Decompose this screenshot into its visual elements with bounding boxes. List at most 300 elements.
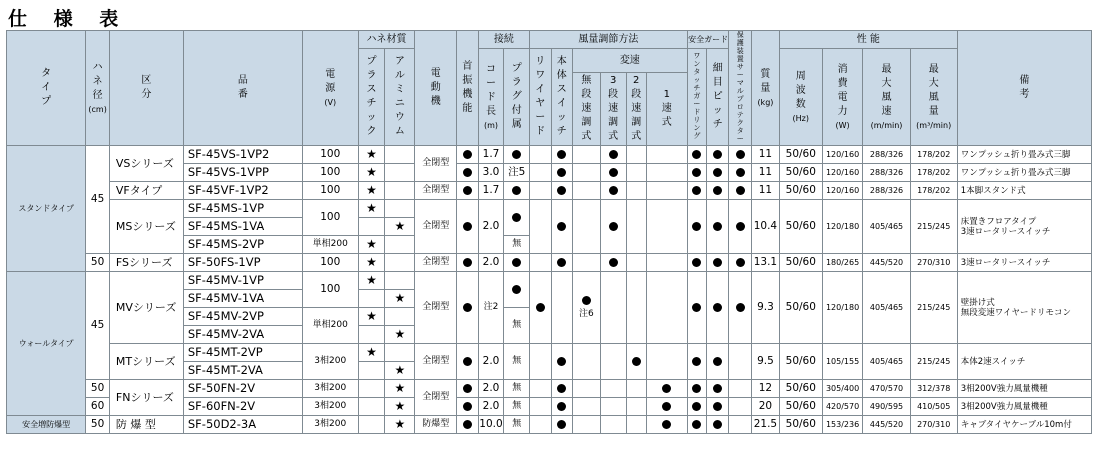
header-plastic: プラスチック [358,49,385,146]
dot-marker [713,258,722,267]
dot-marker [736,168,745,177]
freq-cell: 50/60 [779,182,822,200]
cord-cell: 2.0 [478,200,504,254]
pitch-cell [706,164,729,182]
header-remarks: 備考 [957,31,1091,146]
dot-marker [512,213,521,222]
two-speed-cell [626,164,646,182]
dot-marker [736,303,745,312]
series-cell: FSシリーズ [109,254,183,272]
cord-cell: 3.0 [478,164,504,182]
three-speed-cell [600,254,626,272]
watt-cell: 120/180 [822,272,863,344]
mass-cell: 13.1 [751,254,779,272]
group-explosion: 安全増防爆型 [7,416,86,434]
freq-cell: 50/60 [779,146,822,164]
speed-cell: 288/326 [863,182,910,200]
header-type: タイプ [7,31,86,146]
swing-cell [457,200,478,254]
two-speed-cell [626,272,646,344]
dot-marker [557,384,566,393]
protector-cell [729,164,752,182]
plug-cell: 無 [504,380,530,398]
dot-marker [512,285,521,294]
dot-marker [713,186,722,195]
star-marker: ★ [394,416,406,431]
mass-cell: 9.5 [751,344,779,380]
note-cell: 壁掛け式 無段変速ワイヤードリモコン [957,272,1091,344]
spec-table [6,30,1092,434]
dot-marker [463,150,472,159]
remote-cell [530,146,551,164]
mass-cell: 11 [751,164,779,182]
aluminum-cell [385,200,415,218]
two-speed-cell [626,182,646,200]
plastic-cell [358,146,385,164]
cord-cell: 10.0 [478,416,504,434]
size-cell: 45 [86,146,110,254]
dot-marker [713,303,722,312]
mass-cell: 11 [751,182,779,200]
power-cell: 3相200 [302,344,358,380]
series-cell: MVシリーズ [109,272,183,344]
switch-cell [551,398,572,416]
plastic-cell [358,416,385,434]
model-cell: SF-50FS-1VP [183,254,302,272]
motor-cell: 全閉型 [415,272,457,344]
one-speed-cell [646,344,687,380]
note-cell: 3速ロータリースイッチ [957,254,1091,272]
dot-marker [736,258,745,267]
remote-cell [530,398,551,416]
model-cell: SF-45MT-2VP [183,344,302,362]
model-cell: SF-45MT-2VA [183,362,302,380]
aluminum-cell [385,164,415,182]
guard-cell [687,398,706,416]
plastic-cell [358,236,385,254]
star-marker: ★ [394,380,406,395]
freq-cell: 50/60 [779,200,822,254]
guard-cell [687,182,706,200]
model-cell: SF-45MS-1VP [183,200,302,218]
dot-marker [463,186,472,195]
model-cell: SF-50FN-2V [183,380,302,398]
freq-cell: 50/60 [779,272,822,344]
guard-cell [687,200,706,254]
two-speed-cell [626,200,646,254]
speed-cell: 490/595 [863,398,910,416]
size-cell: 45 [86,272,110,380]
dot-marker [512,150,521,159]
freq-cell: 50/60 [779,416,822,434]
pitch-cell [706,146,729,164]
star-marker: ★ [394,290,406,305]
note-cell: 3相200V強力風量機種 [957,380,1091,398]
volume-cell: 270/310 [910,416,957,434]
switch-cell [551,146,572,164]
aluminum-cell [385,182,415,200]
dot-marker [662,420,671,429]
cord-cell: 2.0 [478,398,504,416]
plastic-cell [358,218,385,236]
header-variable: 変速 [572,49,687,73]
swing-cell [457,344,478,380]
motor-cell: 全閉型 [415,380,457,416]
stepless-cell [572,200,600,254]
series-cell: VFタイプ [109,182,183,200]
two-speed-cell [626,398,646,416]
remote-cell [530,416,551,434]
watt-cell: 153/236 [822,416,863,434]
aluminum-cell [385,218,415,236]
three-speed-cell [600,398,626,416]
power-cell: 3相200 [302,416,358,434]
remote-cell [530,164,551,182]
model-cell: SF-60FN-2V [183,398,302,416]
aluminum-cell [385,236,415,254]
dot-marker [557,420,566,429]
header-one-speed: 1速式 [646,73,687,146]
plug-cell: 注5 [504,164,530,182]
switch-cell [551,380,572,398]
power-cell: 100 [302,200,358,236]
header-safety-guard: 安全ガード [687,31,729,49]
header-blade-dia: ハネ径 (cm) [86,31,110,146]
dot-marker [463,222,472,231]
three-speed-cell [600,380,626,398]
header-fine-pitch: 細目ピッチ [706,49,729,146]
header-aluminum: アルミニウム [385,49,415,146]
plastic-cell [358,200,385,218]
motor-cell: 全閉型 [415,182,457,200]
aluminum-cell [385,308,415,326]
note-cell: 1本脚スタンド式 [957,182,1091,200]
header-stepless: 無段速調式 [572,73,600,146]
mass-cell: 12 [751,380,779,398]
protector-cell [729,344,752,380]
header-category: 区分 [109,31,183,146]
note-cell: ワンプッシュ折り畳み式三脚 [957,146,1091,164]
note-cell: ワンプッシュ折り畳み式三脚 [957,164,1091,182]
freq-cell: 50/60 [779,398,822,416]
stepless-cell [572,254,600,272]
cord-cell: 2.0 [478,254,504,272]
two-speed-cell [626,416,646,434]
volume-cell: 178/202 [910,164,957,182]
three-speed-cell [600,182,626,200]
star-marker: ★ [394,362,406,377]
power-cell: 100 [302,182,358,200]
aluminum-cell [385,290,415,308]
motor-cell: 防爆型 [415,416,457,434]
cord-cell: 1.7 [478,146,504,164]
aluminum-cell [385,416,415,434]
pitch-cell [706,398,729,416]
three-speed-cell [600,200,626,254]
note-cell: 床置きフロアタイプ 3速ロータリースイッチ [957,200,1091,254]
group-wall: ウォールタイプ [7,272,86,416]
remote-cell [530,200,551,254]
mass-cell: 20 [751,398,779,416]
pitch-cell [706,344,729,380]
note-cell: 3相200V強力風量機種 [957,398,1091,416]
header-swing: 首振機能 [457,31,478,146]
watt-cell: 180/265 [822,254,863,272]
series-cell: 防 爆 型 [109,416,183,434]
header-consumption: 消費電力 (W) [822,49,863,146]
swing-cell [457,398,478,416]
protector-cell [729,398,752,416]
dot-marker [512,186,521,195]
plastic-cell [358,380,385,398]
mass-cell: 11 [751,146,779,164]
guard-cell [687,344,706,380]
power-cell: 100 [302,164,358,182]
protector-cell [729,182,752,200]
header-mass: 質量 (kg) [751,31,779,146]
header-max-speed: 最大風速 (m/min) [863,49,910,146]
plug-cell: 無 [504,344,530,380]
dot-marker [692,150,701,159]
dot-marker [692,186,701,195]
volume-cell: 178/202 [910,146,957,164]
pitch-cell [706,200,729,254]
pitch-cell [706,182,729,200]
plastic-cell [358,398,385,416]
dot-marker [463,420,472,429]
watt-cell: 120/160 [822,146,863,164]
volume-cell: 215/245 [910,344,957,380]
dot-marker [463,303,472,312]
plug-cell: 無 [504,398,530,416]
dot-marker [463,258,472,267]
two-speed-cell [626,344,646,380]
protector-cell [729,254,752,272]
model-cell: SF-45MV-2VP [183,308,302,326]
star-marker: ★ [394,326,406,341]
plug-cell [504,272,530,308]
pitch-cell [706,254,729,272]
speed-cell: 470/570 [863,380,910,398]
switch-cell [551,344,572,380]
swing-cell [457,272,478,344]
protector-cell [729,380,752,398]
dot-marker [692,258,701,267]
remote-cell [530,182,551,200]
dot-marker [692,168,701,177]
dot-marker [692,402,701,411]
watt-cell: 305/400 [822,380,863,398]
watt-cell: 105/155 [822,344,863,380]
dot-marker [692,420,701,429]
dot-marker [557,186,566,195]
volume-cell: 215/245 [910,272,957,344]
cord-cell: 注2 [478,272,504,344]
guard-cell [687,272,706,344]
speed-cell: 445/520 [863,416,910,434]
star-marker: ★ [366,236,377,251]
one-speed-cell [646,164,687,182]
dot-marker [557,168,566,177]
three-speed-cell [600,164,626,182]
dot-marker [557,222,566,231]
power-cell: 3相200 [302,380,358,398]
plug-cell [504,254,530,272]
volume-cell: 312/378 [910,380,957,398]
two-speed-cell [626,380,646,398]
dot-marker [609,258,618,267]
dot-marker [512,258,521,267]
size-cell: 50 [86,380,110,398]
star-marker: ★ [366,344,377,359]
watt-cell: 420/570 [822,398,863,416]
plastic-cell [358,182,385,200]
stepless-cell [572,164,600,182]
plug-cell: 無 [504,308,530,344]
plug-cell [504,146,530,164]
aluminum-cell [385,254,415,272]
header-airflow-method: 風量調節方法 [530,31,688,49]
stepless-cell [572,182,600,200]
power-cell: 100 [302,146,358,164]
model-cell: SF-45MS-2VP [183,236,302,254]
stepless-cell [572,146,600,164]
volume-cell: 178/202 [910,182,957,200]
dot-marker [536,303,545,312]
switch-cell [551,416,572,434]
dot-marker [582,296,591,305]
aluminum-cell [385,146,415,164]
header-body-switch: 本体スイッチ [551,49,572,146]
plastic-cell [358,344,385,362]
header-motor: 電動機 [415,31,457,146]
protector-cell [729,146,752,164]
speed-cell: 405/465 [863,200,910,254]
dot-marker [609,168,618,177]
plastic-cell [358,290,385,308]
pitch-cell [706,380,729,398]
switch-cell [551,254,572,272]
plug-cell [504,200,530,236]
header-plug: プラグ付属 [504,49,530,146]
plastic-cell [358,164,385,182]
header-protector: 保護装置サーマルプロテクター [729,31,752,146]
freq-cell: 50/60 [779,254,822,272]
dot-marker [713,222,722,231]
switch-cell [551,200,572,254]
motor-cell: 全閉型 [415,146,457,182]
dot-marker [609,186,618,195]
star-marker: ★ [394,218,406,233]
power-cell: 3相200 [302,398,358,416]
star-marker: ★ [366,146,377,161]
guard-cell [687,146,706,164]
dot-marker [609,222,618,231]
plastic-cell [358,326,385,344]
three-speed-cell [600,146,626,164]
mass-cell: 21.5 [751,416,779,434]
header-blade-material: ハネ材質 [358,31,415,49]
model-cell: SF-45MS-1VA [183,218,302,236]
model-cell: SF-50D2-3A [183,416,302,434]
star-marker: ★ [366,254,377,269]
one-speed-cell [646,182,687,200]
plastic-cell [358,272,385,290]
star-marker: ★ [366,200,377,215]
watt-cell: 120/160 [822,164,863,182]
dot-marker [557,402,566,411]
freq-cell: 50/60 [779,380,822,398]
series-cell: VSシリーズ [109,146,183,182]
model-cell: SF-45MV-1VA [183,290,302,308]
dot-marker [662,384,671,393]
mass-cell: 10.4 [751,200,779,254]
size-cell: 50 [86,254,110,272]
remote-cell [530,344,551,380]
size-cell: 50 [86,416,110,434]
header-model: 品番 [183,31,302,146]
swing-cell [457,146,478,164]
dot-marker [736,222,745,231]
dot-marker [557,357,566,366]
aluminum-cell [385,398,415,416]
guard-cell [687,254,706,272]
pitch-cell [706,272,729,344]
guard-cell [687,416,706,434]
header-connection: 接続 [478,31,529,49]
guard-cell [687,380,706,398]
one-speed-cell [646,380,687,398]
aluminum-cell [385,344,415,362]
model-cell: SF-45VS-1VPP [183,164,302,182]
stepless-cell [572,416,600,434]
dot-marker [463,357,472,366]
star-marker: ★ [366,182,377,197]
stepless-cell [572,344,600,380]
cord-cell: 2.0 [478,344,504,380]
dot-marker [713,402,722,411]
remote-cell [530,254,551,272]
freq-cell: 50/60 [779,344,822,380]
model-cell: SF-45VS-1VP2 [183,146,302,164]
aluminum-cell [385,326,415,344]
dot-marker [692,222,701,231]
switch-cell [551,272,572,344]
switch-cell [551,164,572,182]
plastic-cell [358,254,385,272]
dot-marker [736,186,745,195]
swing-cell [457,182,478,200]
three-speed-cell [600,344,626,380]
power-cell: 100 [302,272,358,308]
plug-cell [504,182,530,200]
star-marker: ★ [394,398,406,413]
motor-cell: 全閉型 [415,200,457,254]
model-cell: SF-45MV-2VA [183,326,302,344]
header-remote: リワイヤード [530,49,551,146]
one-speed-cell [646,254,687,272]
watt-cell: 120/160 [822,182,863,200]
dot-marker [713,384,722,393]
protector-cell [729,416,752,434]
aluminum-cell [385,272,415,290]
header-max-volume: 最大風量 (m³/min) [910,49,957,146]
plastic-cell [358,362,385,380]
volume-cell: 410/505 [910,398,957,416]
stepless-cell: 注6 [572,272,600,344]
dot-marker [713,150,722,159]
note-cell: キャブタイヤケーブル10m付 [957,416,1091,434]
